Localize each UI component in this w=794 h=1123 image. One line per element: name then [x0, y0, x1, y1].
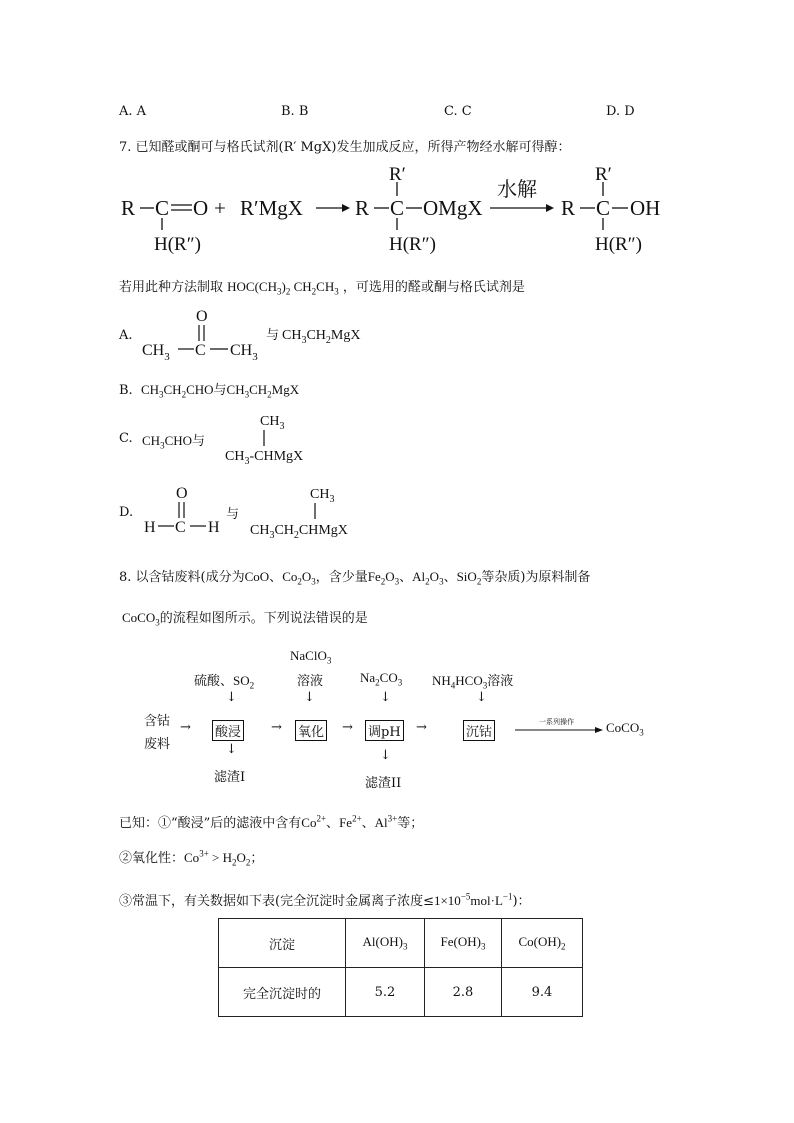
q7-option-c-label: C. — [119, 431, 133, 446]
table-header-aloh3: $Al(OH)_3$ — [346, 919, 425, 968]
svg-text:与: 与 — [226, 506, 240, 521]
known-2: ②氧化性：$Co^{3+} > H_2O_2$； — [119, 848, 264, 868]
intermediate-r-prime: R′ — [389, 164, 406, 185]
svg-text:一系列操作: 一系列操作 — [539, 718, 574, 726]
reactant-c: C — [155, 196, 170, 220]
table-row-label: 完全沉淀时的 — [219, 968, 346, 1017]
svg-text:CH3: $CH_3$ — [310, 487, 335, 505]
svg-text:与: 与 — [266, 327, 280, 342]
series-of-operations-arrow — [513, 716, 613, 740]
known-1: 已知：①“酸浸”后的滤液中含有$Co^{2+}$、$Fe^{2+}$、$Al^{3+}$等； — [119, 813, 424, 831]
product-oh: OH — [630, 196, 661, 220]
reactant-r: R — [121, 196, 136, 220]
product-h: H(R″) — [595, 234, 642, 255]
feed-label-1: 含钴 — [144, 714, 171, 729]
q8-line2: CoCO$_3$的流程如图所示。下列说法错误的是 — [122, 610, 368, 628]
q8-line1: 8. 以含钴废料(成分为CoO、$Co_2O_3$，含少量$Fe_2O_3$、$Al_2O_3$、SiO$_2$等杂质)为原料制备 — [119, 569, 591, 587]
target-formula: $HOC(CH_3)_2$ $CH_2CH_3$ — [227, 279, 339, 297]
q7-stem: 7. 已知醛或酮可与格氏试剂(R′ MgX)发生加成反应，所得产物经水解可得醇： — [119, 140, 571, 155]
svg-text:CH3: $CH_3$ — [260, 414, 285, 432]
q7-option-a-label: A. — [119, 328, 133, 343]
q7-question: 若用此种方法制取 $HOC(CH_3)_2$ $CH_2CH_3$ ，可选用的醛或酮与格氏试剂是 — [119, 279, 525, 297]
q7-option-d-structure — [138, 482, 378, 542]
svg-text:O: O — [176, 485, 188, 502]
svg-text:CH3-CHMgX: $CH_3$-CHMgX — [225, 449, 304, 465]
step-oxidation: 氧化 — [295, 720, 327, 741]
table-header-precipitate: 沉淀 — [219, 919, 346, 968]
product-r-prime: R′ — [595, 164, 612, 185]
svg-text:C: C — [175, 519, 186, 536]
known-3: ③常温下，有关数据如下表(完全沉淀时金属离子浓度$\le 1\times 10^{-5}mol\cdot L^{-1}$)： — [119, 891, 531, 909]
option-b: B. B — [281, 104, 309, 119]
process-flowchart: 硫酸、$SO_2$ NaClO$_3$ 溶液 $Na_2CO_3$ $NH_4HCO_3$溶液 ↓ ↓ ↓ ↓ 含钴 废料 → 酸浸 → 氧化 → 调pH → 沉钴 一系列操作 CoCO$_3$ ↓ 滤渣I ↓ 滤渣II — [144, 648, 644, 791]
reagent-acid: 硫酸、$SO_2$ — [194, 673, 255, 691]
svg-text:CH3CH2CHMgX: $CH_3CH_2CHMgX$ — [250, 523, 348, 541]
reactant-h: H(R″) — [154, 234, 201, 255]
grignard-reaction-scheme — [110, 160, 680, 260]
svg-text:CH3: $CH_3$ — [230, 342, 258, 363]
svg-text:C: C — [195, 342, 206, 359]
residue-2: 滤渣II — [365, 776, 402, 791]
table-cell-aloh3: 5.2 — [346, 968, 425, 1017]
option-a: A. A — [119, 104, 147, 119]
option-d: D. D — [606, 104, 635, 119]
reagent-nh4hco3: $NH_4HCO_3$溶液 — [432, 673, 514, 691]
feed-label-2: 废料 — [144, 737, 171, 752]
intermediate-r: R — [355, 196, 370, 220]
reagent-naclo3: NaClO$_3$ — [290, 648, 332, 666]
step-acid-leach: 酸浸 — [212, 720, 244, 741]
table-header-feoh3: $Fe(OH)_3$ — [425, 919, 502, 968]
hydrolysis-label: 水解 — [497, 179, 537, 201]
product-coco3: CoCO$_3$ — [606, 720, 644, 738]
step-adjust-ph: 调pH — [365, 720, 404, 741]
intermediate-h: H(R″) — [389, 234, 436, 255]
grignard-reagent: R′MgX — [240, 196, 303, 220]
residue-1: 滤渣I — [214, 770, 246, 785]
svg-text:H: H — [208, 519, 220, 536]
precipitation-data-table — [218, 918, 583, 1017]
table-cell-feoh3: 2.8 — [425, 968, 502, 1017]
table-cell-cooh2: 9.4 — [502, 968, 583, 1017]
q7-option-d-label: D. — [119, 505, 134, 520]
plus-sign: + — [214, 196, 226, 220]
product-r: R — [561, 196, 576, 220]
q7-option-c-grignard — [220, 410, 340, 465]
table-header-cooh2: $Co(OH)_2$ — [502, 919, 583, 968]
step-cobalt-precipitation: 沉钴 — [463, 720, 495, 741]
intermediate-c: C — [390, 196, 405, 220]
svg-text:CH3: $CH_3$ — [142, 342, 170, 363]
svg-text:CH3CH2MgX: $CH_3CH_2MgX$ — [282, 328, 361, 346]
svg-text:H: H — [144, 519, 156, 536]
intermediate-omgx: OMgX — [423, 196, 483, 220]
reagent-solution: 溶液 — [297, 674, 324, 689]
svg-text:O: O — [196, 308, 208, 325]
reagent-na2co3: $Na_2CO_3$ — [360, 670, 403, 688]
product-c: C — [596, 196, 611, 220]
q7-option-c-aldehyde: $CH_3CHO$与 — [142, 433, 206, 451]
option-c: C. C — [444, 104, 472, 119]
q7-option-a-structure — [138, 305, 378, 365]
q7-option-b: B. $CH_3CH_2CHO$与$CH_3CH_2MgX$ — [119, 382, 300, 400]
reactant-o: O — [193, 196, 209, 220]
